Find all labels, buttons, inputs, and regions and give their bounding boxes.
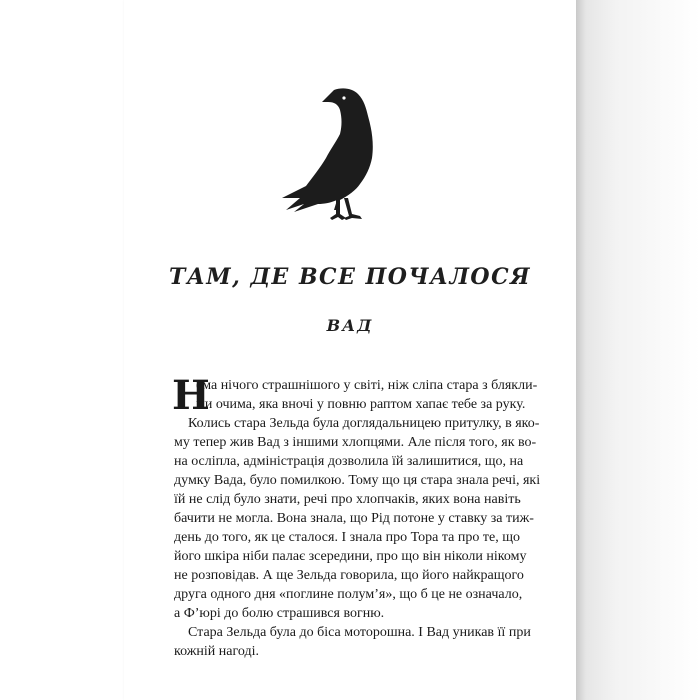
text-line: друга одного дня «поглине полум’я», що б це не означало,: [174, 587, 523, 602]
chapter-narrator: ВАД: [326, 316, 374, 335]
text-line: кожній нагоді.: [174, 644, 259, 659]
text-line: думку Вада, було помилкою. Тому що ця стара знала речі, які: [174, 473, 541, 488]
text-line: ми очима, яка вночі у повню раптом хапає тебе за руку.: [196, 397, 526, 412]
text-line: їй не слід було знати, речі про хлопчаків, яких вона навіть: [174, 492, 521, 507]
text-line: на осліпла, адміністрація дозволила їй залишитися, що, на: [174, 454, 524, 469]
text-line: не розповідав. А ще Зельда говорила, що його найкращого: [174, 568, 524, 583]
text-line: Колись стара Зельда була доглядальницею притулку, в яко-: [188, 416, 540, 431]
text-line: Стара Зельда була до біса моторошна. І Вад уникав її при: [188, 625, 531, 640]
text-line: його шкіра ніби палає зсередини, про що він ніколи нікому: [174, 549, 527, 564]
text-line: бачити не могла. Вона знала, що Рід потоне у ставку за тиж-: [174, 511, 534, 526]
raven-icon: [282, 86, 406, 226]
text-line: а Ф’юрі до болю страшився вогню.: [174, 606, 385, 621]
chapter-title: ТАМ, ДЕ ВСЕ ПОЧАЛОСЯ: [169, 264, 531, 290]
text-line: день до того, як це сталося. І знала про Тора та про те, що: [174, 530, 520, 545]
text-line: му тепер жив Вад з іншими хлопцями. Але після того, як во-: [174, 435, 537, 450]
page-gutter-shadow: [576, 0, 700, 700]
text-line: ема нічого страшнішого у світі, ніж сліпа стара з блякли-: [196, 378, 538, 393]
body-text: [172, 372, 541, 661]
drop-cap: Н: [172, 372, 210, 419]
